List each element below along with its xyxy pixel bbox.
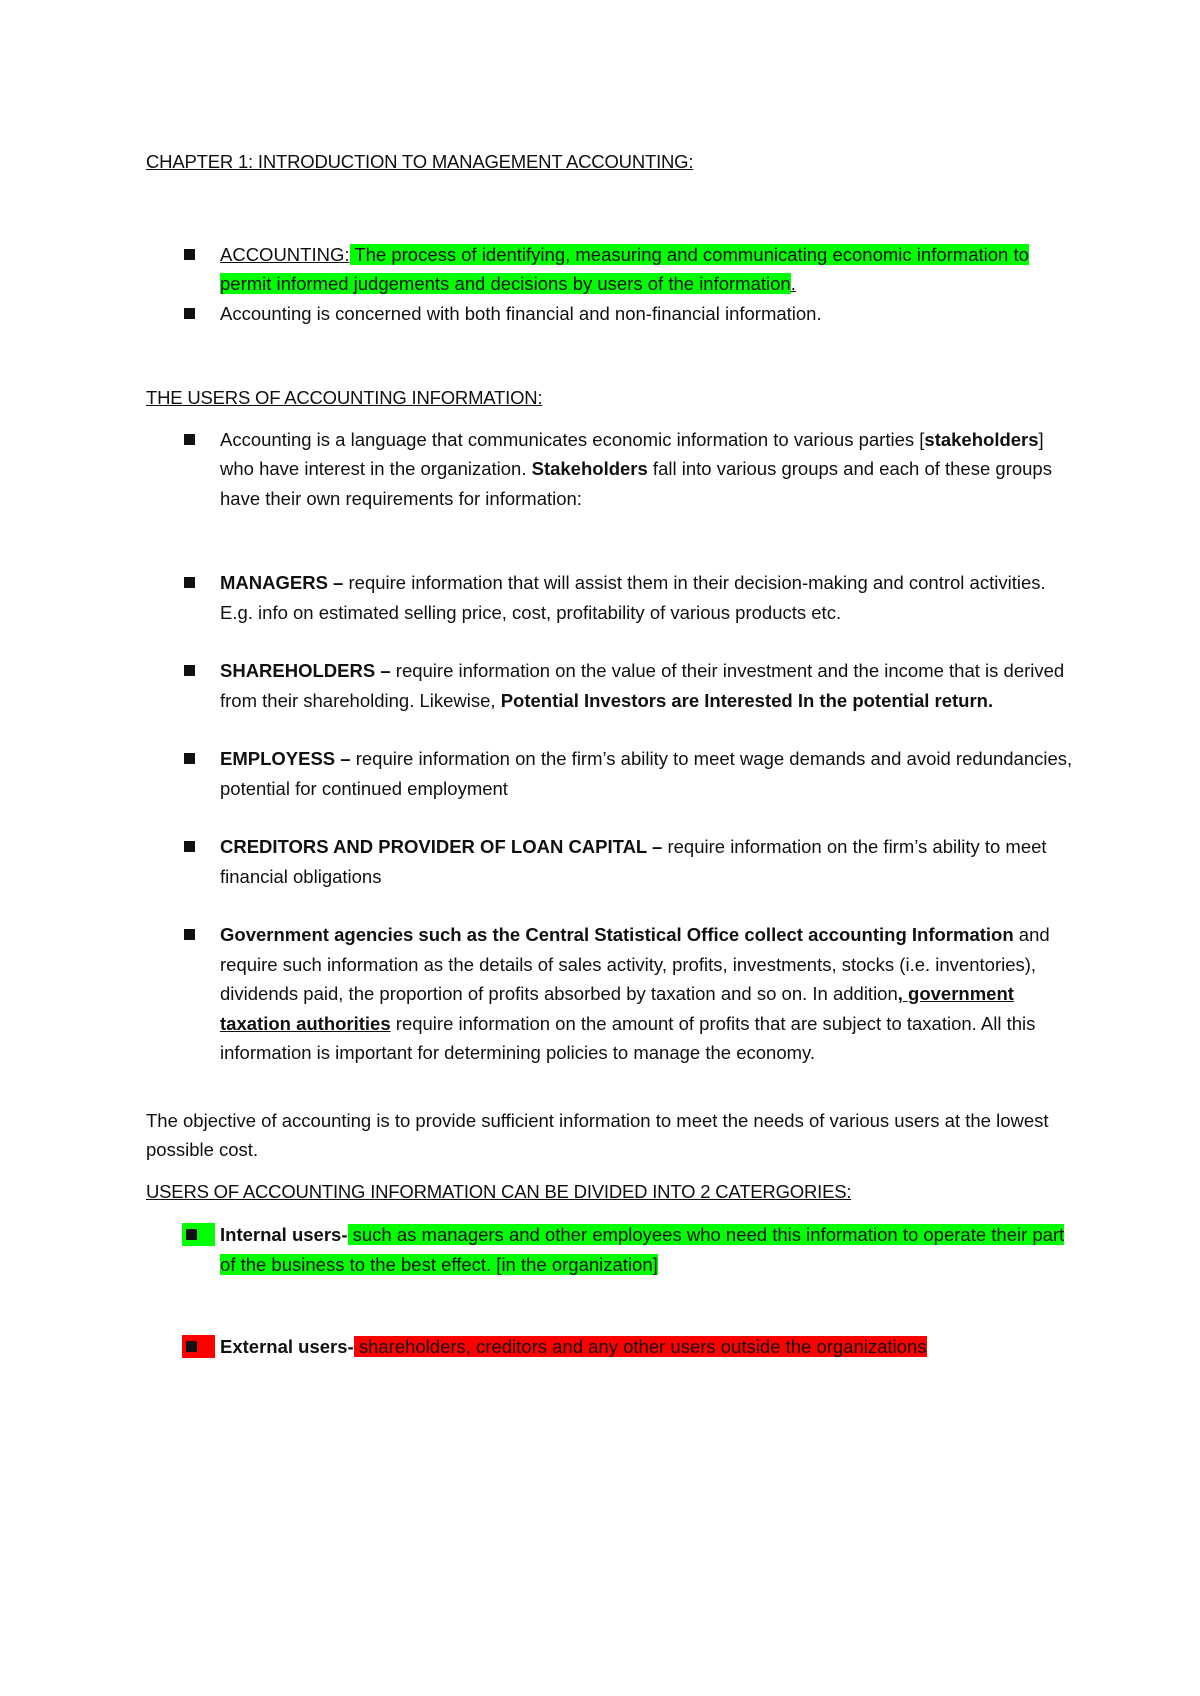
creditors-text: require information on the firm’s ability to meet financial obligations — [220, 836, 1047, 887]
user-groups-list — [146, 568, 1080, 1068]
square-bullet-icon — [184, 249, 195, 260]
users-heading: THE USERS OF ACCOUNTING INFORMATION: — [146, 387, 543, 408]
intro-list — [146, 240, 1080, 329]
government-text: require information on the amount of profits that are subject to taxation. All this information is important for determining policies to manage the economy. — [220, 1012, 1036, 1063]
stakeholders-term: stakeholders — [924, 428, 1039, 450]
accounting-concern-text: Accounting is concerned with both financial and non-financial information. — [220, 302, 822, 324]
employees-text: require information on the firm’s ability to meet wage demands and avoid redundancies, potential for continued employment — [220, 748, 1073, 799]
square-bullet-icon — [184, 841, 195, 852]
users-intro-text: ] who have interest in the organization. — [220, 428, 1044, 479]
external-users-term: External users- — [220, 1336, 354, 1357]
list-item-external — [146, 1332, 1080, 1362]
government-text: and require such information as the details of sales activity, profits, investments, stocks (i.e. inventories), dividends paid, the proportion of profits absorbed by taxation and so on. In addition — [220, 924, 1050, 1004]
square-bullet-icon — [184, 665, 195, 676]
list-item-managers — [146, 568, 1080, 627]
internal-users-term: Internal users- — [220, 1224, 348, 1245]
employees-term: EMPLOYESS – — [220, 748, 351, 769]
managers-text: require information that will assist them in their decision-making and control activities. E.g. info on estimated selling price, cost, profitability of various products etc. — [220, 572, 1046, 623]
categories-heading: USERS OF ACCOUNTING INFORMATION CAN BE DIVIDED INTO 2 CATERGORIES: — [146, 1180, 852, 1202]
list-item-employees — [146, 744, 1080, 803]
managers-term: MANAGERS – — [220, 572, 344, 593]
chapter-title: CHAPTER 1: INTRODUCTION TO MANAGEMENT ACCOUNTING: — [146, 151, 694, 172]
square-bullet-icon — [184, 577, 195, 588]
shareholders-term: SHAREHOLDERS – — [220, 660, 391, 681]
potential-investors-text: Potential Investors are Interested In the potential return. — [500, 689, 994, 711]
creditors-term: CREDITORS AND PROVIDER OF LOAN CAPITAL – — [220, 836, 663, 857]
accounting-definition: The process of identifying, measuring and communicating economic information to permit informed judgements and decisions by users of the information — [220, 243, 1029, 294]
list-item-internal — [146, 1220, 1080, 1279]
internal-users-text: such as managers and other employees who need this information to operate their part of the business to the best effect. [in the organization] — [220, 1224, 1065, 1275]
accounting-definition-end: . — [790, 273, 796, 294]
square-bullet-icon — [184, 929, 195, 940]
highlight-box — [182, 1335, 215, 1358]
list-item-creditors — [146, 832, 1080, 891]
list-item — [146, 299, 1080, 329]
square-bullet-icon — [186, 1341, 197, 1352]
users-intro-text: fall into various groups and each of these groups have their own requirements for information: — [220, 458, 1052, 509]
government-term: Government agencies such as the Central Statistical Office collect accounting Information — [220, 924, 1014, 945]
external-users-text: shareholders, creditors and any other users outside the organizations — [353, 1336, 927, 1357]
stakeholders-term: Stakeholders — [531, 458, 648, 479]
highlight-box — [182, 1223, 215, 1246]
square-bullet-icon — [184, 753, 195, 764]
list-item — [146, 425, 1080, 514]
list-item-shareholders — [146, 656, 1080, 715]
users-intro-text: Accounting is a language that communicates economic information to various parties [ — [220, 428, 925, 450]
shareholders-text: require information on the value of their investment and the income that is derived from their shareholding. Likewise, — [220, 660, 1065, 711]
square-bullet-icon — [184, 434, 195, 445]
square-bullet-icon — [186, 1229, 197, 1240]
list-item-government — [146, 920, 1080, 1068]
accounting-term: ACCOUNTING: — [220, 243, 350, 265]
list-item — [146, 240, 1080, 299]
categories-list — [146, 1220, 1080, 1362]
taxation-authorities-text: , government taxation authorities — [220, 983, 1014, 1034]
users-intro-list — [146, 425, 1080, 514]
square-bullet-icon — [184, 308, 195, 319]
objective-paragraph: The objective of accounting is to provide sufficient information to meet the needs of various users at the lowest possible cost. — [146, 1109, 1049, 1160]
